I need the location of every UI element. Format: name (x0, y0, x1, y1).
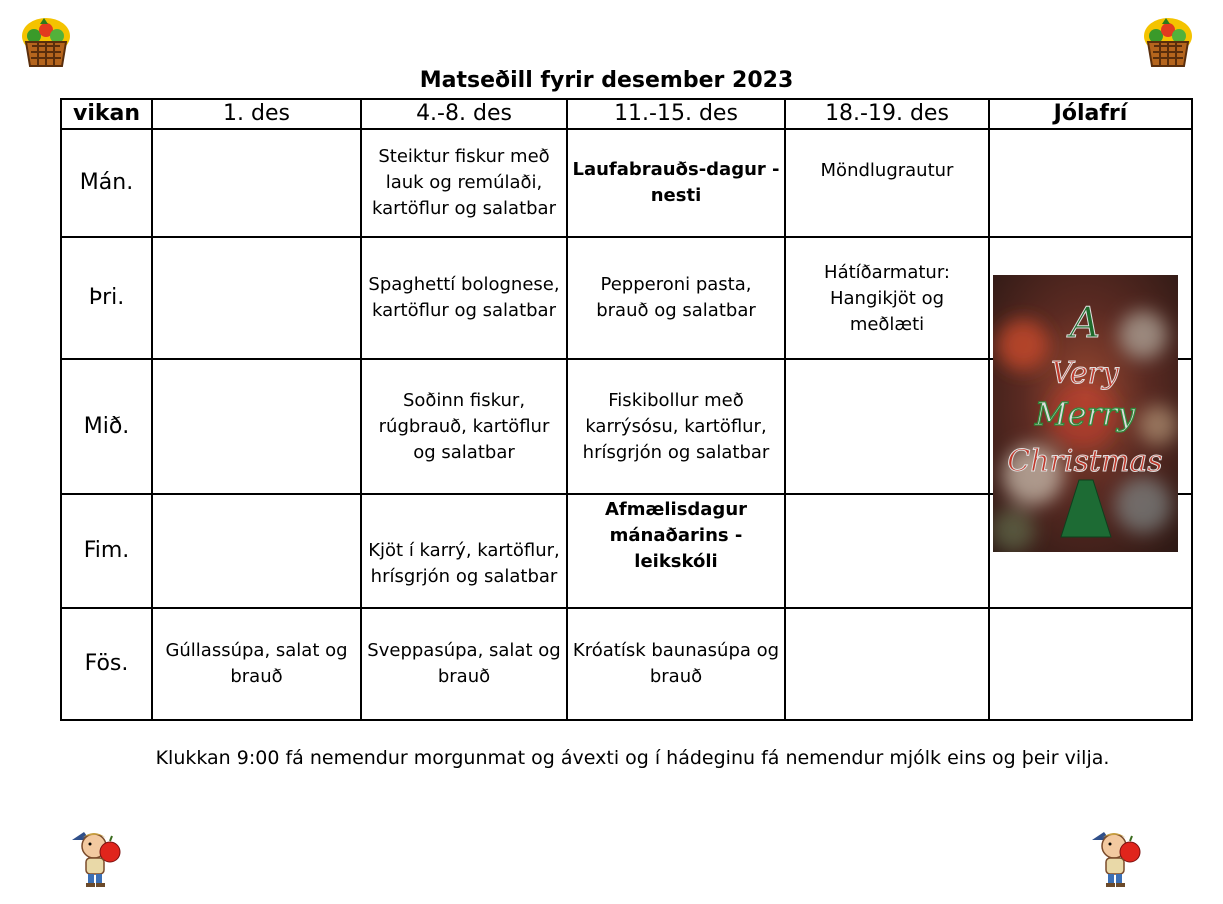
header-dec-1: 1. des (152, 99, 361, 129)
menu-cell (989, 129, 1192, 237)
menu-cell: Spaghettí bolognese, kartöflur og salatbar (361, 237, 567, 359)
day-label: Fös. (61, 608, 152, 720)
page-title: Matseðill fyrir desember 2023 (419, 68, 794, 93)
footnote: Klukkan 9:00 fá nemendur morgunmat og ávexti og í hádeginu fá nemendur mjólk eins og þeir vilja. (155, 747, 1110, 769)
header-row (61, 99, 1192, 129)
menu-cell: Steiktur fiskur með lauk og remúlaði, kartöflur og salatbar (361, 129, 567, 237)
menu-cell (152, 494, 361, 608)
vegetable-basket-icon (20, 16, 72, 70)
menu-cell (785, 129, 989, 237)
day-label: Mán. (61, 129, 152, 237)
header-week: vikan (61, 99, 152, 129)
menu-cell (785, 237, 989, 359)
menu-cell-bold: Afmælisdagur mánaðarins - leikskóli (604, 499, 748, 572)
svg-text:Very: Very (1051, 356, 1119, 391)
svg-text:Christmas: Christmas (1007, 444, 1163, 479)
menu-cell (152, 129, 361, 237)
menu-cell (361, 494, 567, 608)
menu-cell: Gúllassúpa, salat og brauð (152, 608, 361, 720)
menu-cell: Soðinn fiskur, rúgbrauð, kartöflur og salatbar (361, 359, 567, 494)
menu-cell: Sveppasúpa, salat og brauð (361, 608, 567, 720)
menu-cell (567, 129, 785, 237)
menu-cell-text: Kjöt í karrý, kartöflur, hrísgrjón og salatbar (368, 540, 560, 587)
menu-cell-text: Möndlugrautur (820, 160, 954, 181)
menu-cell (152, 359, 361, 494)
svg-text:Merry: Merry (1034, 395, 1136, 433)
vegetable-basket-icon (1142, 16, 1194, 70)
christmas-tree-graphic (993, 275, 1178, 552)
table-row (61, 608, 1192, 720)
menu-cell (785, 359, 989, 494)
menu-cell (785, 494, 989, 608)
day-label: Fim. (61, 494, 152, 608)
header-christmas-break: Jólafrí (989, 99, 1192, 129)
menu-cell: Króatísk baunasúpa og brauð (567, 608, 785, 720)
day-label: Þri. (61, 237, 152, 359)
table-row (61, 129, 1192, 237)
day-label: Mið. (61, 359, 152, 494)
header-dec-11-15: 11.-15. des (567, 99, 785, 129)
header-dec-4-8: 4.-8. des (361, 99, 567, 129)
header-dec-18-19: 18.-19. des (785, 99, 989, 129)
menu-cell-bold: Laufabrauðs-dagur - nesti (572, 159, 780, 206)
child-eating-apple-icon (66, 826, 128, 888)
christmas-tree-image (993, 275, 1178, 552)
menu-cell (785, 608, 989, 720)
menu-cell (152, 237, 361, 359)
menu-cell (989, 608, 1192, 720)
svg-text:A: A (1069, 298, 1101, 347)
menu-cell (567, 494, 785, 608)
menu-cell: Pepperoni pasta, brauð og salatbar (567, 237, 785, 359)
menu-cell-text: Hátíðarmatur: Hangikjöt og meðlæti (824, 262, 950, 335)
child-eating-apple-icon (1086, 826, 1148, 888)
menu-cell: Fiskibollur með karrýsósu, kartöflur, hrísgrjón og salatbar (567, 359, 785, 494)
